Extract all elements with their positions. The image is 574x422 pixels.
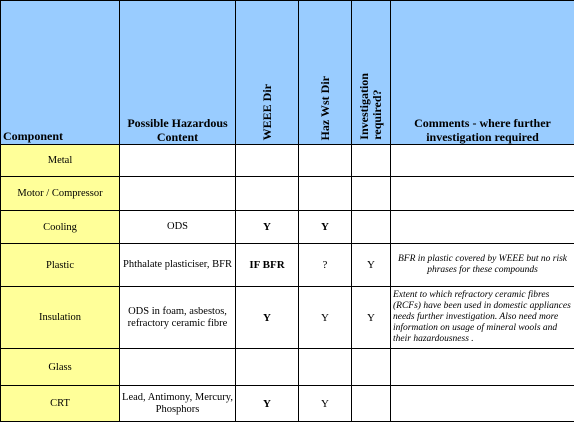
cell-comments [391,177,574,211]
cell-content: Phthalate plasticiser, BFR [120,244,236,287]
cell-weee: IF BFR [236,244,299,287]
cell-component: CRT [1,386,120,422]
cell-comments: Extent to which refractory ceramic fibres (RCFs) have been used in domestic appliances needs further investigation. Also need more information on usage of mineral wools and their hazardousness . [391,287,574,349]
header-investigation-text: Investigation required? [357,73,384,140]
cell-investigation: Y [352,244,391,287]
cell-investigation [352,211,391,244]
cell-weee [236,145,299,177]
table-row [1,177,574,211]
cell-component: Metal [1,145,120,177]
header-weee-dir-text: WEEE Dir [259,83,274,140]
cell-content: ODS in foam, asbestos, refractory ceramic fibre [120,287,236,349]
cell-investigation [352,349,391,386]
cell-component: Plastic [1,244,120,287]
cell-hazwst [299,349,352,386]
header-investigation-required [352,1,391,145]
header-weee-dir [236,1,299,145]
cell-investigation [352,386,391,422]
cell-investigation: Y [352,287,391,349]
cell-component: Insulation [1,287,120,349]
header-row [1,1,574,145]
cell-hazwst: Y [299,386,352,422]
cell-hazwst: Y [299,211,352,244]
table-row [1,244,574,287]
cell-weee [236,349,299,386]
cell-hazwst [299,177,352,211]
cell-hazwst: ? [299,244,352,287]
cell-comments [391,211,574,244]
cell-investigation [352,145,391,177]
cell-weee: Y [236,211,299,244]
cell-component: Motor / Compressor [1,177,120,211]
table-row [1,211,574,244]
cell-comments [391,145,574,177]
cell-content [120,177,236,211]
cell-content: Lead, Antimony, Mercury, Phosphors [120,386,236,422]
header-possible-hazardous-content: Possible Hazardous Content [120,1,236,145]
header-component: Component [1,1,120,145]
cell-hazwst: Y [299,287,352,349]
cell-content [120,145,236,177]
table-row [1,386,574,422]
cell-content: ODS [120,211,236,244]
table-row [1,349,574,386]
header-haz-wst-dir-text: Haz Wst Dir [317,75,332,140]
table-row [1,287,574,349]
header-haz-wst-dir [299,1,352,145]
cell-content [120,349,236,386]
cell-component: Glass [1,349,120,386]
cell-comments [391,386,574,422]
cell-weee: Y [236,386,299,422]
cell-comments [391,349,574,386]
table-row [1,145,574,177]
cell-component: Cooling [1,211,120,244]
header-comments: Comments - where further investigation required [391,1,574,145]
cell-hazwst [299,145,352,177]
cell-weee [236,177,299,211]
cell-investigation [352,177,391,211]
cell-weee: Y [236,287,299,349]
cell-comments: BFR in plastic covered by WEEE but no risk phrases for these compounds [391,244,574,287]
